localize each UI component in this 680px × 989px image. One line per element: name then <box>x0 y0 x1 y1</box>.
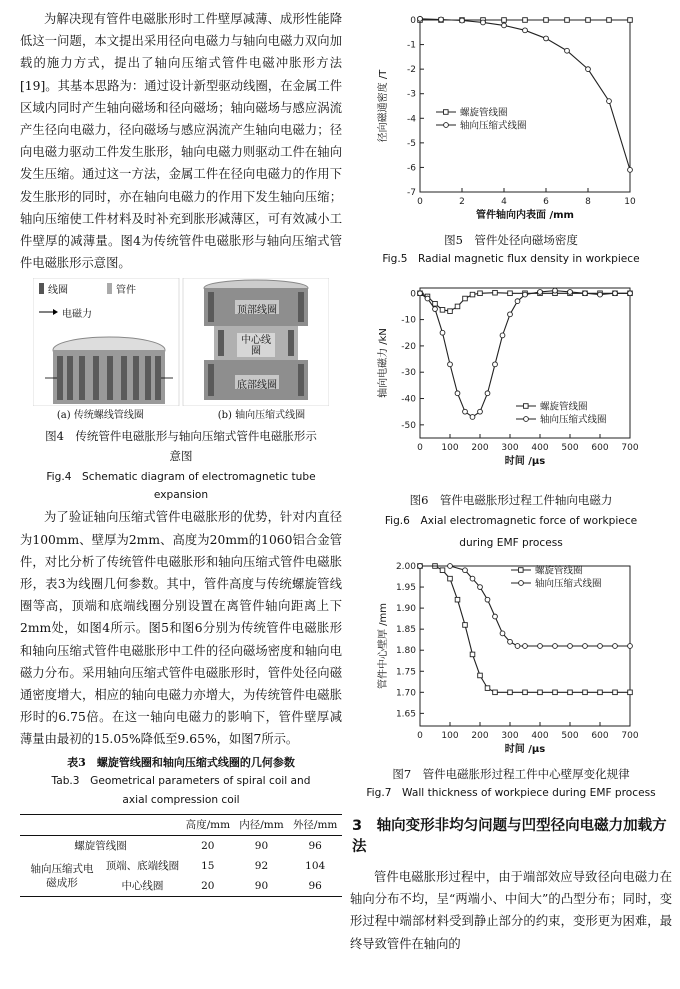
x-tick-label: 2 <box>459 197 465 207</box>
section-3-title: 3 轴向变形非均匀问题与凹型径向电磁力加载方法 <box>352 818 667 855</box>
data-point <box>418 564 423 569</box>
x-tick-label: 300 <box>501 443 519 453</box>
data-point <box>544 36 549 41</box>
data-point <box>565 18 570 23</box>
data-point <box>553 690 558 695</box>
x-tick-label: 6 <box>543 197 549 207</box>
y-tick-label: -1 <box>407 40 416 51</box>
data-point <box>523 644 528 649</box>
table-row <box>20 835 342 856</box>
x-tick-label: 8 <box>585 197 591 207</box>
table3-title-en: Tab.3 Geometrical parameters of spiral coil and axial compression coil <box>51 774 311 806</box>
y-tick-label: 0 <box>410 16 416 26</box>
table-cell: 96 <box>308 879 322 892</box>
data-point <box>586 18 591 23</box>
fig4-caption-zh: 图4 传统管件电磁胀形与轴向压缩式管件电磁胀形示意图 <box>45 429 317 464</box>
table-cell: 90 <box>254 879 269 892</box>
x-tick-label: 700 <box>621 443 639 453</box>
x-tick-label: 0 <box>417 443 423 453</box>
data-point <box>508 312 513 317</box>
data-point <box>502 18 507 23</box>
data-point <box>583 690 588 695</box>
figure-4-schematic <box>33 278 329 406</box>
y-tick-label: -10 <box>401 315 416 326</box>
data-point <box>583 291 588 296</box>
legend-label: 轴向压缩式线圈 <box>460 120 527 132</box>
data-point <box>628 291 633 296</box>
data-point <box>418 291 423 296</box>
table-header-cell: 内径/mm <box>239 818 284 831</box>
data-point <box>478 673 483 678</box>
table-header-cell <box>20 814 181 835</box>
y-axis-label: 管件中心壁厚 /mm <box>378 602 389 690</box>
data-point <box>455 304 460 309</box>
y-tick-label: 1.65 <box>395 709 416 720</box>
y-tick-label: -4 <box>407 114 416 125</box>
data-point <box>481 20 486 25</box>
data-point <box>448 564 453 569</box>
x-tick-label: 400 <box>531 443 549 453</box>
y-tick-label: 2.00 <box>395 562 416 572</box>
fig7-caption-zh: 图7 管件电磁胀形过程工件中心壁厚变化规律 <box>392 767 630 781</box>
data-point <box>538 644 543 649</box>
fig7-caption-en: Fig.7 Wall thickness of workpiece during EMF process <box>366 787 656 799</box>
data-point <box>493 362 498 367</box>
data-point <box>493 614 498 619</box>
data-point <box>598 644 603 649</box>
data-point <box>463 623 468 628</box>
y-tick-label: -5 <box>407 138 416 149</box>
paragraph-section-3: 管件电磁胀形过程中，由于端部效应导致径向电磁力在轴向分布不均，呈“两端小、中间大”的凸型分布；同时，变形过程中端部材料受到静止部分的约束，变形更为困难，最终导致管件在轴向的 <box>350 870 672 951</box>
data-point <box>463 568 468 573</box>
legend-tube-label: 管件 <box>116 285 136 297</box>
data-point <box>565 48 570 53</box>
data-point <box>500 631 505 636</box>
data-point <box>508 690 513 695</box>
x-tick-label: 0 <box>417 197 423 207</box>
paragraph-intro: 为解决现有管件电磁胀形时工件壁厚减薄、成形性能降低这一问题，本文提出采用径向电磁力与轴向电磁力双向加载的施力方式，提出了轴向压缩式管件电磁冲胀形方法[19]。其基本思路为：通过设计新型驱动线圈，在金属工件区域内同时产生轴向磁场和径向磁场；轴向磁场与感应涡流产生径向电磁力，径向磁场与感应涡流产生轴向电磁力；径向电磁力驱动工件发生胀形，轴向电磁力则驱动工件在轴向发生压缩。通过这一方法，金属工件在径向电磁力的作用下发生胀形的同时，亦在轴向电磁力的作用下发生轴向压缩；轴向压缩使工件材料及时补充到胀形减薄区，可有效减小工件壁厚的减薄量。图4为传统管件电磁胀形与轴向压缩式管件电磁胀形示意图。 <box>20 12 342 271</box>
y-tick-label: 1.85 <box>395 625 416 636</box>
table-header-row <box>20 814 342 835</box>
table-header-cell: 高度/mm <box>185 818 231 831</box>
data-point <box>523 28 528 33</box>
data-point <box>515 299 520 304</box>
data-point <box>485 391 490 396</box>
data-point <box>523 690 528 695</box>
table-cell: 92 <box>254 859 269 872</box>
data-point <box>433 301 438 306</box>
table-cell: 20 <box>201 839 215 852</box>
data-point <box>485 686 490 691</box>
x-tick-label: 200 <box>471 443 489 453</box>
table3-title-zh: 表3 螺旋管线圈和轴向压缩式线圈的几何参数 <box>67 755 295 769</box>
table-cell: 中心线圈 <box>121 879 164 892</box>
x-axis-label: 时间 /μs <box>504 456 546 467</box>
legend-coil-label: 线圈 <box>48 285 68 297</box>
data-point <box>500 333 505 338</box>
data-point <box>433 307 438 312</box>
legend-label: 螺旋管线圈 <box>535 565 583 577</box>
data-point <box>544 18 549 23</box>
data-point <box>523 292 528 297</box>
table-group-cell: 轴向压缩式电磁成形 <box>30 862 94 889</box>
legend-marker <box>524 404 529 409</box>
data-point <box>553 644 558 649</box>
fig4-sub-b: (b) 轴向压缩式线圈 <box>217 410 306 422</box>
x-tick-label: 700 <box>621 731 639 741</box>
paragraph-verification: 为了验证轴向压缩式管件电磁胀形的优势，针对内直径为100mm、壁厚为2mm、高度为20mm的1060铝合金管件，对比分析了传统管件电磁胀形和轴向压缩式管件电磁胀形，表3为线圈几何参数。其中，管件高度与传统螺旋管线圈等高，顶端和底端线圈分别设置在离管件轴向距离上下2mm处，如图4所示。图5和图6分别为传统管件电磁胀形和轴向压缩式管件电磁胀形中工件的径向磁场密度和轴向电磁力分布。采用轴向压缩式管件电磁胀形时，管件处径向磁通密度增大，相应的轴向电磁力亦增大，为传统管件电磁胀形时的6.75倍。在这一轴向电磁力的影响下，管件壁厚减薄量由最初的15.05%降低至9.65%，如图7所示。 <box>20 510 342 747</box>
data-point <box>425 296 430 301</box>
legend-label: 轴向压缩式线圈 <box>540 414 607 426</box>
label-top-coil: 顶部线圈 <box>237 305 277 317</box>
y-tick-label: -30 <box>401 368 416 379</box>
data-point <box>553 288 558 293</box>
y-tick-label: -50 <box>401 420 416 431</box>
y-tick-label: 0 <box>410 289 416 300</box>
data-point <box>470 652 475 657</box>
y-tick-label: 1.95 <box>395 583 416 594</box>
data-point <box>470 415 475 420</box>
table3 <box>20 814 342 897</box>
x-tick-label: 100 <box>441 443 459 453</box>
table-cell: 顶端、底端线圈 <box>105 859 180 872</box>
left-column <box>20 8 342 897</box>
y-tick-label: -3 <box>407 89 416 100</box>
x-axis-label: 管件轴向内表面 /mm <box>476 210 574 221</box>
y-tick-label: -6 <box>407 163 416 174</box>
data-point <box>448 309 453 314</box>
data-point <box>515 644 520 649</box>
y-tick-label: 1.90 <box>395 604 416 615</box>
y-tick-label: -20 <box>401 341 416 352</box>
data-point <box>463 296 468 301</box>
x-tick-label: 200 <box>471 731 489 741</box>
data-point <box>583 644 588 649</box>
data-point <box>478 409 483 414</box>
data-point <box>439 17 444 22</box>
x-tick-label: 0 <box>417 731 423 741</box>
legend-label: 螺旋管线圈 <box>540 401 588 413</box>
data-point <box>470 576 475 581</box>
fig6-caption-en: Fig.6 Axial electromagnetic force of workpiece during EMF process <box>384 515 638 549</box>
legend-marker <box>444 123 449 128</box>
fig5-caption-zh: 图5 管件处径向磁场密度 <box>444 233 578 247</box>
figure-4 <box>33 278 329 406</box>
legend-marker <box>444 110 449 115</box>
data-point <box>470 292 475 297</box>
y-tick-label: 1.70 <box>395 688 416 699</box>
data-point <box>607 18 612 23</box>
label-center-coil: 中心线圈 <box>241 335 271 358</box>
series-line <box>420 19 630 170</box>
data-point <box>493 690 498 695</box>
fig4-sub-a: (a) 传统螺线管线圈 <box>56 410 144 422</box>
data-point <box>538 690 543 695</box>
data-point <box>628 18 633 23</box>
table-cell: 15 <box>201 859 215 872</box>
y-tick-label: -40 <box>401 394 416 405</box>
fig6-caption-zh: 图6 管件电磁胀形过程工件轴向电磁力 <box>409 493 613 507</box>
data-point <box>502 23 507 28</box>
data-point <box>568 690 573 695</box>
data-point <box>628 690 633 695</box>
data-point <box>598 292 603 297</box>
x-tick-label: 300 <box>501 731 519 741</box>
data-point <box>538 290 543 295</box>
x-tick-label: 500 <box>561 443 579 453</box>
data-point <box>613 291 618 296</box>
data-point <box>523 18 528 23</box>
table-cell: 90 <box>254 839 269 852</box>
table-cell: 96 <box>308 839 322 852</box>
data-point <box>455 391 460 396</box>
data-point <box>463 409 468 414</box>
y-axis-label: 径向磁通密度 /T <box>378 69 389 143</box>
figure-5-chart <box>350 0 672 230</box>
data-point <box>568 290 573 295</box>
x-tick-label: 10 <box>624 197 636 207</box>
x-tick-label: 600 <box>591 443 609 453</box>
y-tick-label: 1.75 <box>395 667 416 678</box>
data-point <box>586 67 591 72</box>
x-tick-label: 100 <box>441 731 459 741</box>
x-tick-label: 400 <box>531 731 549 741</box>
fig4-caption-en: Fig.4 Schematic diagram of electromagnetic tube expansion <box>46 471 316 502</box>
data-point <box>613 690 618 695</box>
data-point <box>508 291 513 296</box>
legend-force-label: 电磁力 <box>62 309 92 321</box>
table-row <box>20 856 342 876</box>
y-tick-label: -7 <box>407 188 416 198</box>
table-header-cell: 外径/mm <box>292 818 338 831</box>
right-column <box>350 0 672 955</box>
data-point <box>440 308 445 313</box>
data-point <box>455 597 460 602</box>
figure-7-chart <box>350 556 672 758</box>
x-tick-label: 600 <box>591 731 609 741</box>
y-tick-label: 1.80 <box>395 646 416 657</box>
table-cell: 20 <box>201 879 215 892</box>
data-point <box>628 167 633 172</box>
table-cell: 104 <box>305 859 326 872</box>
table-cell: 螺旋管线圈 <box>74 839 127 852</box>
y-tick-label: -2 <box>407 65 416 76</box>
x-tick-label: 500 <box>561 731 579 741</box>
figure-6-chart <box>350 274 672 486</box>
data-point <box>628 644 633 649</box>
data-point <box>613 644 618 649</box>
label-bottom-coil: 底部线圈 <box>237 380 277 392</box>
legend-marker <box>519 568 524 573</box>
data-point <box>478 585 483 590</box>
data-point <box>440 568 445 573</box>
legend-label: 螺旋管线圈 <box>460 107 508 119</box>
plot-frame <box>420 20 630 192</box>
data-point <box>493 290 498 295</box>
legend-marker <box>524 417 529 422</box>
x-axis-label: 时间 /μs <box>504 744 546 755</box>
x-tick-label: 4 <box>501 197 507 207</box>
data-point <box>485 597 490 602</box>
data-point <box>460 18 465 23</box>
data-point <box>418 16 423 21</box>
fig5-caption-en: Fig.5 Radial magnetic flux density in workpiece <box>382 253 640 265</box>
legend-label: 轴向压缩式线圈 <box>535 578 602 590</box>
data-point <box>440 330 445 335</box>
data-point <box>568 644 573 649</box>
data-point <box>607 99 612 104</box>
data-point <box>448 576 453 581</box>
data-point <box>508 639 513 644</box>
data-point <box>448 362 453 367</box>
legend-marker <box>519 581 524 586</box>
y-axis-label: 轴向电磁力 /kN <box>378 328 389 398</box>
data-point <box>478 291 483 296</box>
data-point <box>598 690 603 695</box>
